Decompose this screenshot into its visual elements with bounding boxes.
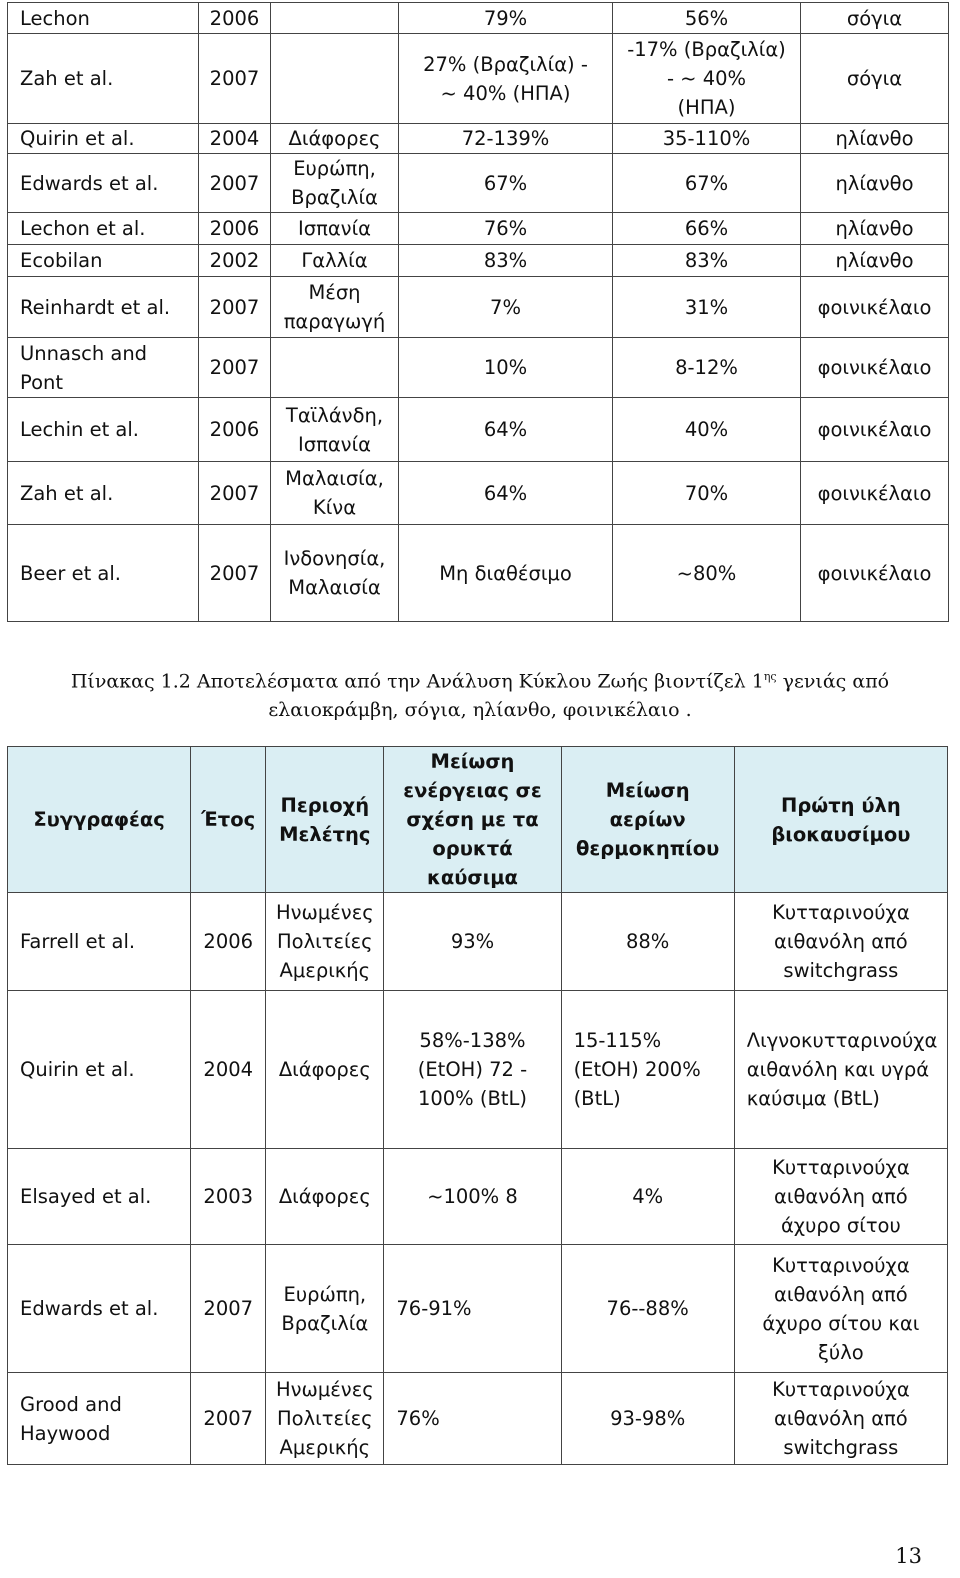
cell-feedstock: σόγια bbox=[801, 34, 949, 124]
table-row bbox=[8, 277, 949, 338]
cell-feedstock: φοινικέλαιο bbox=[801, 525, 949, 622]
cell-energy: 79% bbox=[399, 3, 613, 34]
cell-author: Elsayed et al. bbox=[8, 1149, 191, 1245]
cell-author: Quirin et al. bbox=[8, 991, 191, 1149]
cell-feedstock: ηλίανθο bbox=[801, 245, 949, 277]
cell-author: Ecobilan bbox=[8, 245, 199, 277]
cell-energy: 7% bbox=[399, 277, 613, 338]
table-row bbox=[8, 398, 949, 462]
cell-gas: 93-98% bbox=[561, 1373, 734, 1465]
cell-region bbox=[271, 34, 399, 124]
cell-feedstock: φοινικέλαιο bbox=[801, 277, 949, 338]
cell-author: Reinhardt et al. bbox=[8, 277, 199, 338]
cell-energy: Μη διαθέσιμο bbox=[399, 525, 613, 622]
cell-year: 2007 bbox=[199, 462, 271, 525]
header-energy-reduction: Μείωση ενέργειας σε σχέση με τα ορυκτά καύσιμα bbox=[384, 747, 561, 893]
table-row bbox=[8, 525, 949, 622]
cell-feedstock: ηλίανθο bbox=[801, 124, 949, 154]
cell-energy: 83% bbox=[399, 245, 613, 277]
cell-region: Γαλλία bbox=[271, 245, 399, 277]
table-row bbox=[8, 3, 949, 34]
lca-table-first-generation bbox=[7, 2, 949, 622]
cell-feedstock: ηλίανθο bbox=[801, 213, 949, 245]
cell-gas: 4% bbox=[561, 1149, 734, 1245]
cell-author: Quirin et al. bbox=[8, 124, 199, 154]
cell-energy: ~100% 8 bbox=[384, 1149, 561, 1245]
header-region: Περιοχή Μελέτης bbox=[266, 747, 384, 893]
cell-gas: 56% bbox=[613, 3, 801, 34]
cell-region: Ευρώπη, Βραζιλία bbox=[266, 1245, 384, 1373]
cell-year: 2003 bbox=[191, 1149, 266, 1245]
cell-gas: 40% bbox=[613, 398, 801, 462]
table-row bbox=[8, 1149, 948, 1245]
cell-feedstock: ηλίανθο bbox=[801, 154, 949, 213]
table-row bbox=[8, 124, 949, 154]
cell-author: Zah et al. bbox=[8, 34, 199, 124]
cell-year: 2006 bbox=[199, 3, 271, 34]
cell-region: Ηνωμένες Πολιτείες Αμερικής bbox=[266, 893, 384, 991]
table-row bbox=[8, 462, 949, 525]
cell-year: 2007 bbox=[199, 154, 271, 213]
cell-year: 2007 bbox=[191, 1245, 266, 1373]
cell-feedstock: φοινικέλαιο bbox=[801, 338, 949, 398]
cell-region: Ινδονησία, Μαλαισία bbox=[271, 525, 399, 622]
cell-region bbox=[271, 3, 399, 34]
cell-feedstock: φοινικέλαιο bbox=[801, 462, 949, 525]
cell-energy: 10% bbox=[399, 338, 613, 398]
cell-year: 2002 bbox=[199, 245, 271, 277]
cell-feedstock: φοινικέλαιο bbox=[801, 398, 949, 462]
cell-region: Μέση παραγωγή bbox=[271, 277, 399, 338]
cell-author: Grood and Haywood bbox=[8, 1373, 191, 1465]
cell-region: Μαλαισία, Κίνα bbox=[271, 462, 399, 525]
cell-gas: 8-12% bbox=[613, 338, 801, 398]
cell-gas: ~80% bbox=[613, 525, 801, 622]
caption-text-end: γενιάς από bbox=[776, 670, 890, 693]
header-ghg-reduction: Μείωση αερίων θερμοκηπίου bbox=[561, 747, 734, 893]
cell-author: Edwards et al. bbox=[8, 1245, 191, 1373]
table-row bbox=[8, 1245, 948, 1373]
page-number: 13 bbox=[895, 1544, 922, 1568]
cell-gas: 67% bbox=[613, 154, 801, 213]
cell-energy: 64% bbox=[399, 398, 613, 462]
table-row bbox=[8, 245, 949, 277]
table-row bbox=[8, 34, 949, 124]
cell-energy: 72-139% bbox=[399, 124, 613, 154]
cell-feedstock: Κυτταρινούχα αιθανόλη από άχυρο σίτου bbox=[734, 1149, 947, 1245]
cell-author: Lechon bbox=[8, 3, 199, 34]
table-row bbox=[8, 1373, 948, 1465]
cell-year: 2007 bbox=[191, 1373, 266, 1465]
cell-region: Ηνωμένες Πολιτείες Αμερικής bbox=[266, 1373, 384, 1465]
cell-gas: 76--88% bbox=[561, 1245, 734, 1373]
cell-region: Ταϊλάνδη, Ισπανία bbox=[271, 398, 399, 462]
cell-year: 2006 bbox=[199, 213, 271, 245]
cell-author: Beer et al. bbox=[8, 525, 199, 622]
cell-author: Lechon et al. bbox=[8, 213, 199, 245]
cell-author: Edwards et al. bbox=[8, 154, 199, 213]
cell-feedstock: Λιγνοκυτταρινούχα αιθανόλη και υγρά καύσιμα (BtL) bbox=[734, 991, 947, 1149]
cell-region: Διάφορες bbox=[271, 124, 399, 154]
cell-author: Zah et al. bbox=[8, 462, 199, 525]
cell-gas: 83% bbox=[613, 245, 801, 277]
cell-year: 2007 bbox=[199, 525, 271, 622]
cell-year: 2006 bbox=[199, 398, 271, 462]
cell-energy: 76-91% bbox=[384, 1245, 561, 1373]
cell-energy: 76% bbox=[384, 1373, 561, 1465]
cell-year: 2007 bbox=[199, 34, 271, 124]
cell-energy: 67% bbox=[399, 154, 613, 213]
lca-table-second-generation bbox=[7, 746, 948, 1465]
cell-year: 2004 bbox=[191, 991, 266, 1149]
caption-text: Πίνακας 1.2 Αποτελέσματα από την Ανάλυση Κύκλου Ζωής βιοντίζελ 1 bbox=[70, 670, 764, 693]
table-caption bbox=[60, 662, 900, 725]
caption-superscript: ης bbox=[763, 670, 777, 683]
cell-energy: 93% bbox=[384, 893, 561, 991]
cell-gas: 88% bbox=[561, 893, 734, 991]
table-row bbox=[8, 154, 949, 213]
table-row bbox=[8, 213, 949, 245]
cell-energy: 64% bbox=[399, 462, 613, 525]
cell-author: Lechin et al. bbox=[8, 398, 199, 462]
cell-gas: 66% bbox=[613, 213, 801, 245]
table-row bbox=[8, 991, 948, 1149]
cell-year: 2007 bbox=[199, 277, 271, 338]
cell-region: Διάφορες bbox=[266, 1149, 384, 1245]
cell-year: 2004 bbox=[199, 124, 271, 154]
header-year: Έτος bbox=[191, 747, 266, 893]
header-feedstock: Πρώτη ύλη βιοκαυσίμου bbox=[734, 747, 947, 893]
table-row bbox=[8, 893, 948, 991]
cell-region bbox=[271, 338, 399, 398]
cell-year: 2007 bbox=[199, 338, 271, 398]
cell-energy: 76% bbox=[399, 213, 613, 245]
cell-feedstock: σόγια bbox=[801, 3, 949, 34]
cell-feedstock: Κυτταρινούχα αιθανόλη από switchgrass bbox=[734, 893, 947, 991]
cell-gas: 70% bbox=[613, 462, 801, 525]
cell-author: Farrell et al. bbox=[8, 893, 191, 991]
cell-region: Διάφορες bbox=[266, 991, 384, 1149]
cell-gas: -17% (Βραζιλία) - ~ 40% (ΗΠΑ) bbox=[613, 34, 801, 124]
header-author: Συγγραφέας bbox=[8, 747, 191, 893]
cell-author: Unnasch and Pont bbox=[8, 338, 199, 398]
cell-gas: 31% bbox=[613, 277, 801, 338]
cell-feedstock: Κυτταρινούχα αιθανόλη από switchgrass bbox=[734, 1373, 947, 1465]
cell-region: Ισπανία bbox=[271, 213, 399, 245]
cell-feedstock: Κυτταρινούχα αιθανόλη από άχυρο σίτου και ξύλο bbox=[734, 1245, 947, 1373]
header-row bbox=[8, 747, 948, 893]
cell-region: Ευρώπη, Βραζιλία bbox=[271, 154, 399, 213]
cell-year: 2006 bbox=[191, 893, 266, 991]
cell-energy: 58%-138% (EtOH) 72 - 100% (BtL) bbox=[384, 991, 561, 1149]
cell-gas: 35-110% bbox=[613, 124, 801, 154]
cell-gas: 15-115% (EtOH) 200% (BtL) bbox=[561, 991, 734, 1149]
caption-line-2: ελαιοκράμβη, σόγια, ηλίανθο, φοινικέλαιο . bbox=[268, 699, 692, 722]
table-row bbox=[8, 338, 949, 398]
cell-energy: 27% (Βραζιλία) - ~ 40% (ΗΠΑ) bbox=[399, 34, 613, 124]
